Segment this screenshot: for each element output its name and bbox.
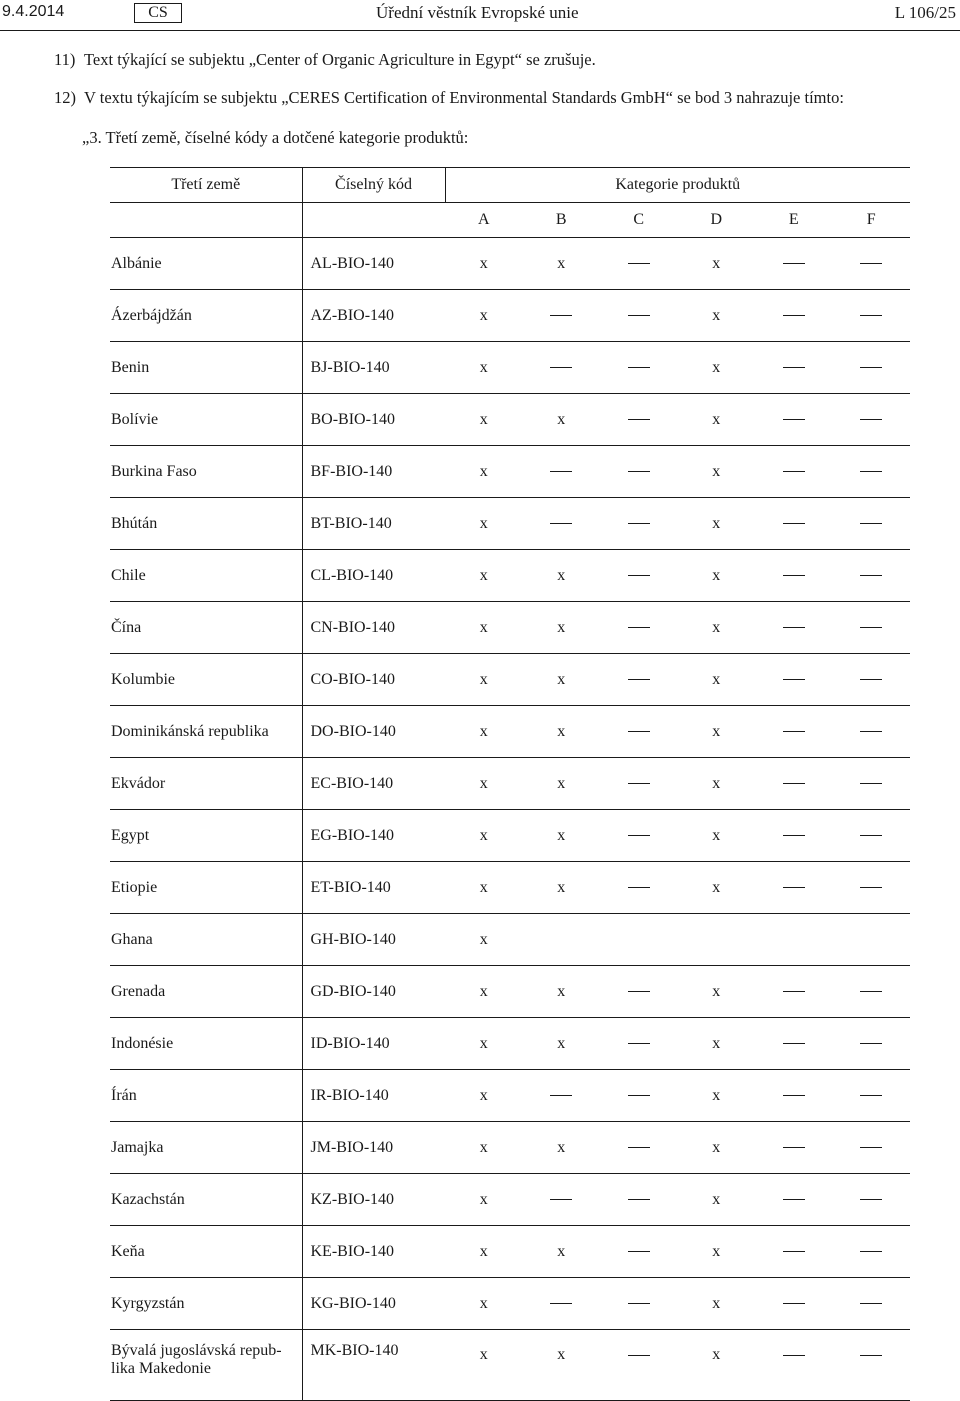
category-cell: x [445, 1278, 523, 1330]
dash-mark [783, 1251, 805, 1252]
category-cell: x [445, 654, 523, 706]
category-dash [523, 446, 601, 498]
dash-mark [860, 367, 882, 368]
category-dash [833, 1278, 911, 1330]
category-dash [600, 654, 678, 706]
category-cell: x [678, 550, 756, 602]
dash-mark [550, 1095, 572, 1096]
category-dash [523, 290, 601, 342]
table-row [110, 1018, 910, 1070]
dash-mark [783, 887, 805, 888]
category-cell: x [523, 1226, 601, 1278]
category-dash [755, 758, 833, 810]
dash-mark [628, 731, 650, 732]
category-dash [755, 342, 833, 394]
category-cell: x [678, 1070, 756, 1122]
amendment-item [54, 50, 596, 70]
category-dash [755, 966, 833, 1018]
category-cell: x [445, 550, 523, 602]
dash-mark [783, 1303, 805, 1304]
category-cell: x [523, 810, 601, 862]
code-cell: JM-BIO-140 [302, 1122, 445, 1174]
table-row [110, 342, 910, 394]
code-cell: BJ-BIO-140 [302, 342, 445, 394]
country-cell: Egypt [110, 810, 302, 862]
category-cell: x [678, 1174, 756, 1226]
header-rule [0, 30, 960, 31]
category-cell: x [445, 862, 523, 914]
category-cell: x [678, 602, 756, 654]
category-cell: x [678, 394, 756, 446]
category-cell: x [678, 446, 756, 498]
category-dash [755, 654, 833, 706]
category-dash [600, 550, 678, 602]
category-dash [833, 602, 911, 654]
category-cell: x [445, 706, 523, 758]
category-dash [600, 966, 678, 1018]
country-cell: Írán [110, 1070, 302, 1122]
category-cell: x [523, 602, 601, 654]
category-cell: x [445, 446, 523, 498]
category-cell: x [678, 238, 756, 290]
category-cell: x [523, 966, 601, 1018]
category-cell: x [523, 550, 601, 602]
category-dash [755, 810, 833, 862]
category-dash [833, 1174, 911, 1226]
code-cell: GD-BIO-140 [302, 966, 445, 1018]
country-cell: Jamajka [110, 1122, 302, 1174]
category-cell: x [678, 1122, 756, 1174]
dash-mark [783, 835, 805, 836]
item-number: 11) [54, 50, 76, 69]
dash-mark [783, 783, 805, 784]
code-cell: CN-BIO-140 [302, 602, 445, 654]
dash-mark [860, 419, 882, 420]
category-dash [600, 498, 678, 550]
category-cell: x [445, 966, 523, 1018]
dash-mark [550, 315, 572, 316]
dash-mark [860, 1095, 882, 1096]
dash-mark [550, 471, 572, 472]
category-dash [833, 1330, 911, 1401]
country-cell: Bhútán [110, 498, 302, 550]
table-row [110, 1226, 910, 1278]
category-dash [600, 758, 678, 810]
category-dash [755, 1330, 833, 1401]
dash-mark [628, 835, 650, 836]
dash-mark [628, 783, 650, 784]
table-row [110, 966, 910, 1018]
category-cell [833, 914, 911, 966]
category-cell: x [523, 1122, 601, 1174]
category-cell [523, 914, 601, 966]
column-header-categories: Kategorie produktů [445, 168, 910, 203]
category-dash [833, 1018, 911, 1070]
dash-mark [783, 1095, 805, 1096]
category-dash [600, 706, 678, 758]
table-row [110, 654, 910, 706]
category-dash [755, 1018, 833, 1070]
code-cell: BT-BIO-140 [302, 498, 445, 550]
category-cell [755, 914, 833, 966]
dash-mark [860, 575, 882, 576]
code-cell: GH-BIO-140 [302, 914, 445, 966]
category-dash [523, 498, 601, 550]
category-dash [833, 966, 911, 1018]
category-dash [600, 1070, 678, 1122]
category-dash [833, 1070, 911, 1122]
category-dash [600, 1018, 678, 1070]
country-cell: Benin [110, 342, 302, 394]
category-dash [600, 1174, 678, 1226]
dash-mark [783, 627, 805, 628]
dash-mark [783, 679, 805, 680]
category-dash [600, 342, 678, 394]
country-cell: Bolívie [110, 394, 302, 446]
category-cell: x [445, 290, 523, 342]
category-cell: x [678, 1278, 756, 1330]
dash-mark [628, 1043, 650, 1044]
dash-mark [628, 1251, 650, 1252]
table-row [110, 602, 910, 654]
category-dash [600, 1278, 678, 1330]
dash-mark [628, 887, 650, 888]
table-row [110, 914, 910, 966]
country-cell: Keňa [110, 1226, 302, 1278]
category-cell: x [678, 810, 756, 862]
category-cell: x [678, 342, 756, 394]
category-dash [833, 810, 911, 862]
dash-mark [860, 315, 882, 316]
dash-mark [628, 523, 650, 524]
dash-mark [860, 731, 882, 732]
category-header: A [445, 203, 523, 238]
code-cell: KZ-BIO-140 [302, 1174, 445, 1226]
category-dash [833, 342, 911, 394]
category-dash [833, 498, 911, 550]
dash-mark [550, 1199, 572, 1200]
category-dash [833, 394, 911, 446]
code-cell: IR-BIO-140 [302, 1070, 445, 1122]
category-cell: x [523, 1018, 601, 1070]
code-cell: KE-BIO-140 [302, 1226, 445, 1278]
country-cell: Chile [110, 550, 302, 602]
table-row [110, 1122, 910, 1174]
category-cell: x [445, 394, 523, 446]
table-body [110, 238, 910, 1401]
category-dash [755, 862, 833, 914]
column-header-code: Číselný kód [302, 168, 445, 203]
item-text: V textu týkajícím se subjektu „CERES Certification of Environmental Standards GmbH“ se bod 3 nahrazuje tímto: [84, 88, 844, 107]
dash-mark [860, 1043, 882, 1044]
category-cell: x [445, 1070, 523, 1122]
column-header-country: Třetí země [110, 168, 302, 203]
dash-mark [628, 471, 650, 472]
dash-mark [628, 1147, 650, 1148]
category-dash [755, 706, 833, 758]
category-dash [833, 446, 911, 498]
category-dash [755, 446, 833, 498]
dash-mark [860, 1303, 882, 1304]
dash-mark [628, 419, 650, 420]
dash-mark [783, 575, 805, 576]
dash-mark [628, 991, 650, 992]
country-cell: Ekvádor [110, 758, 302, 810]
dash-mark [628, 1355, 650, 1356]
category-dash [600, 810, 678, 862]
category-dash [755, 238, 833, 290]
dash-mark [628, 575, 650, 576]
category-cell: x [678, 1018, 756, 1070]
category-dash [755, 1278, 833, 1330]
dash-mark [783, 419, 805, 420]
dash-mark [783, 1147, 805, 1148]
country-cell: Burkina Faso [110, 446, 302, 498]
dash-mark [783, 471, 805, 472]
dash-mark [550, 1303, 572, 1304]
category-dash [523, 1070, 601, 1122]
category-dash [600, 1122, 678, 1174]
table-subheader-row [110, 203, 910, 238]
category-cell: x [678, 1226, 756, 1278]
category-header: D [678, 203, 756, 238]
dash-mark [783, 991, 805, 992]
category-dash [600, 290, 678, 342]
dash-mark [628, 315, 650, 316]
publication-date: 9.4.2014 [2, 3, 65, 20]
dash-mark [783, 263, 805, 264]
category-dash [755, 1122, 833, 1174]
dash-mark [628, 679, 650, 680]
category-dash [755, 602, 833, 654]
country-cell: Ghana [110, 914, 302, 966]
category-cell: x [445, 1122, 523, 1174]
country-cell: Kazachstán [110, 1174, 302, 1226]
code-cell: BF-BIO-140 [302, 446, 445, 498]
dash-mark [550, 523, 572, 524]
table-header-row [110, 168, 910, 203]
category-cell: x [523, 394, 601, 446]
category-dash [755, 394, 833, 446]
country-cell: Etiopie [110, 862, 302, 914]
category-cell: x [678, 758, 756, 810]
category-cell: x [445, 498, 523, 550]
category-dash [833, 654, 911, 706]
category-cell: x [523, 654, 601, 706]
category-cell: x [445, 914, 523, 966]
category-dash [833, 862, 911, 914]
country-cell: Albánie [110, 238, 302, 290]
category-cell: x [445, 602, 523, 654]
amendment-item [54, 88, 844, 108]
page-reference: L 106/25 [894, 3, 956, 22]
category-dash [755, 1070, 833, 1122]
dash-mark [860, 471, 882, 472]
category-cell: x [523, 706, 601, 758]
code-cell: MK-BIO-140 [302, 1330, 445, 1401]
table-row [110, 290, 910, 342]
section-subheading: „3. Třetí země, číselné kódy a dotčené kategorie produktů: [82, 128, 469, 147]
journal-title: Úřední věstník Evropské unie [376, 3, 579, 22]
category-cell: x [445, 810, 523, 862]
table-row [110, 1278, 910, 1330]
category-dash [833, 290, 911, 342]
table-row [110, 394, 910, 446]
dash-mark [783, 367, 805, 368]
code-cell: EC-BIO-140 [302, 758, 445, 810]
category-dash [755, 290, 833, 342]
table-row [110, 706, 910, 758]
category-cell [600, 914, 678, 966]
country-cell: Dominikánská republika [110, 706, 302, 758]
page-header [0, 0, 960, 30]
category-dash [755, 1226, 833, 1278]
category-dash [833, 238, 911, 290]
third-country-table [110, 167, 910, 1401]
category-dash [600, 602, 678, 654]
dash-mark [550, 367, 572, 368]
category-cell: x [678, 706, 756, 758]
code-cell: CL-BIO-140 [302, 550, 445, 602]
category-cell: x [445, 1330, 523, 1401]
category-header: F [833, 203, 911, 238]
category-cell: x [445, 758, 523, 810]
code-cell: ET-BIO-140 [302, 862, 445, 914]
dash-mark [783, 731, 805, 732]
category-cell [678, 914, 756, 966]
code-cell: EG-BIO-140 [302, 810, 445, 862]
category-dash [600, 446, 678, 498]
category-cell: x [445, 238, 523, 290]
category-dash [600, 862, 678, 914]
table-row [110, 446, 910, 498]
category-cell: x [523, 1330, 601, 1401]
table-row [110, 498, 910, 550]
category-dash [600, 1226, 678, 1278]
dash-mark [860, 1355, 882, 1356]
country-cell: Bývalá jugoslávská repub- lika Makedonie [110, 1330, 302, 1401]
code-cell: AZ-BIO-140 [302, 290, 445, 342]
category-dash [755, 1174, 833, 1226]
table-row [110, 758, 910, 810]
category-cell: x [678, 498, 756, 550]
table-row [110, 810, 910, 862]
language-badge: CS [134, 3, 182, 23]
category-dash [523, 1174, 601, 1226]
category-dash [833, 1122, 911, 1174]
country-cell: Ázerbájdžán [110, 290, 302, 342]
country-cell: Kyrgyzstán [110, 1278, 302, 1330]
category-dash [600, 394, 678, 446]
dash-mark [628, 627, 650, 628]
code-cell: DO-BIO-140 [302, 706, 445, 758]
dash-mark [628, 1199, 650, 1200]
dash-mark [628, 1095, 650, 1096]
category-header: B [523, 203, 601, 238]
category-cell: x [678, 862, 756, 914]
dash-mark [783, 523, 805, 524]
dash-mark [783, 1199, 805, 1200]
table-row [110, 550, 910, 602]
dash-mark [628, 263, 650, 264]
country-cell: Grenada [110, 966, 302, 1018]
dash-mark [628, 1303, 650, 1304]
code-cell: AL-BIO-140 [302, 238, 445, 290]
country-cell: Čína [110, 602, 302, 654]
dash-mark [628, 367, 650, 368]
category-dash [833, 706, 911, 758]
category-cell: x [678, 290, 756, 342]
table-row [110, 238, 910, 290]
category-cell: x [523, 238, 601, 290]
category-cell: x [523, 862, 601, 914]
category-dash [833, 550, 911, 602]
dash-mark [860, 783, 882, 784]
category-header: C [600, 203, 678, 238]
category-cell: x [678, 654, 756, 706]
item-number: 12) [54, 88, 76, 107]
code-cell: KG-BIO-140 [302, 1278, 445, 1330]
category-dash [600, 1330, 678, 1401]
dash-mark [860, 679, 882, 680]
category-cell: x [678, 966, 756, 1018]
dash-mark [783, 1043, 805, 1044]
category-cell: x [445, 1018, 523, 1070]
category-cell: x [445, 1226, 523, 1278]
dash-mark [860, 263, 882, 264]
country-cell: Kolumbie [110, 654, 302, 706]
category-dash [755, 550, 833, 602]
dash-mark [860, 887, 882, 888]
country-cell: Indonésie [110, 1018, 302, 1070]
category-cell: x [678, 1330, 756, 1401]
item-text: Text týkající se subjektu „Center of Organic Agriculture in Egypt“ se zrušuje. [84, 50, 596, 69]
category-dash [833, 758, 911, 810]
table-row [110, 1174, 910, 1226]
dash-mark [860, 835, 882, 836]
dash-mark [860, 1199, 882, 1200]
category-dash [523, 1278, 601, 1330]
category-cell: x [445, 1174, 523, 1226]
category-dash [833, 1226, 911, 1278]
category-header: E [755, 203, 833, 238]
dash-mark [783, 1355, 805, 1356]
code-cell: BO-BIO-140 [302, 394, 445, 446]
dash-mark [860, 1147, 882, 1148]
dash-mark [860, 1251, 882, 1252]
category-dash [600, 238, 678, 290]
category-dash [523, 342, 601, 394]
category-cell: x [445, 342, 523, 394]
dash-mark [783, 315, 805, 316]
table-row [110, 862, 910, 914]
dash-mark [860, 991, 882, 992]
code-cell: ID-BIO-140 [302, 1018, 445, 1070]
table-row [110, 1330, 910, 1401]
dash-mark [860, 627, 882, 628]
category-cell: x [523, 758, 601, 810]
code-cell: CO-BIO-140 [302, 654, 445, 706]
table-row [110, 1070, 910, 1122]
dash-mark [860, 523, 882, 524]
category-dash [755, 498, 833, 550]
